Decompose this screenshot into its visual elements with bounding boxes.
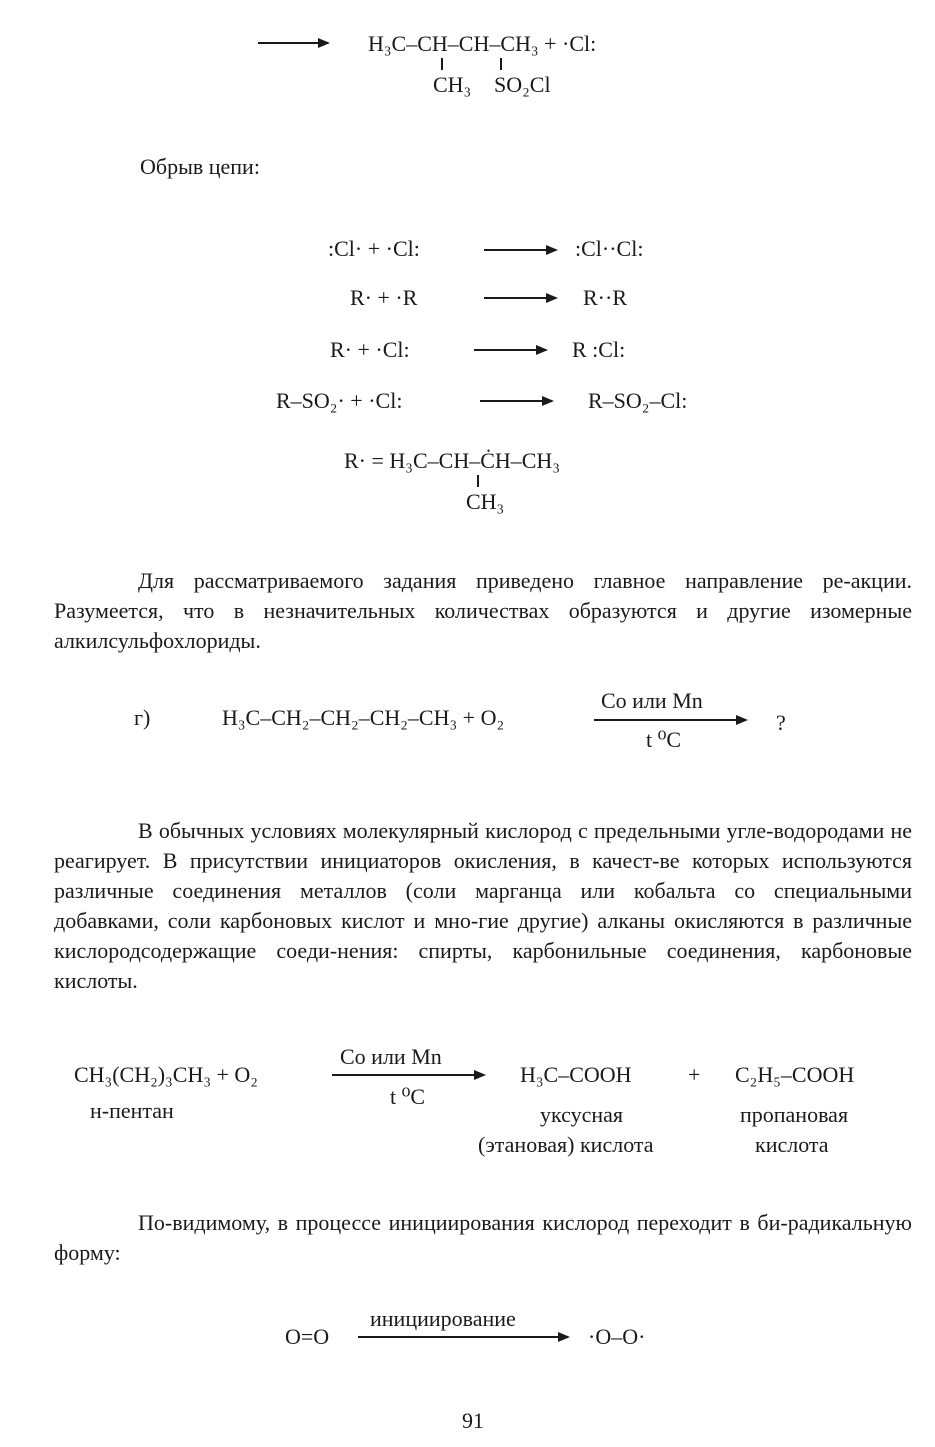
- radical-substituent: CH₃: [466, 489, 505, 514]
- reaction-g-label: г): [134, 705, 151, 730]
- reaction-g-condition: t ⁰C: [646, 727, 682, 752]
- initiation-left: O=O: [285, 1324, 330, 1349]
- bond-line: [500, 58, 502, 70]
- bond-line: [477, 475, 479, 487]
- paragraph-initiation: По-видимому, в процессе инициирования кислород переходит в би-радикальную форму:: [54, 1210, 912, 1265]
- termination-r2-right: R··R: [583, 285, 627, 310]
- termination-r3-left: R· + ·Cl:: [330, 337, 410, 362]
- product1-name-line2: (этановая) кислота: [478, 1132, 654, 1157]
- oxidation-product2: C₂H₅–COOH: [735, 1062, 855, 1087]
- termination-r1-right: :Cl··Cl:: [575, 236, 644, 261]
- reaction1-substituent-left: CH₃: [433, 72, 472, 97]
- oxidation-product1: H₃C–COOH: [520, 1062, 632, 1087]
- termination-r3-right: R :Cl:: [572, 337, 626, 362]
- arrow-reaction1: [258, 42, 328, 44]
- product1-name-line1: уксусная: [540, 1102, 624, 1127]
- reaction-g-catalyst: Co или Mn: [601, 688, 703, 713]
- product2-name-line2: кислота: [755, 1132, 829, 1157]
- reaction1-substituent-right: SO₂Cl: [494, 72, 551, 97]
- termination-r4-left: R–SO₂· + ·Cl:: [276, 388, 403, 413]
- arrow-r3: [474, 349, 546, 351]
- termination-r1-left: :Cl· + ·Cl:: [328, 236, 420, 261]
- arrow-r1: [484, 249, 556, 251]
- page-number: 91: [462, 1408, 484, 1433]
- oxidation-plus: +: [688, 1062, 701, 1087]
- radical-definition: R· = H₃C–CH–ĊH–CH₃: [344, 448, 560, 473]
- arrow-r4: [480, 400, 552, 402]
- oxidation-reactant-name: н-пентан: [90, 1098, 174, 1123]
- initiation-label: инициирование: [370, 1306, 516, 1331]
- reaction-g-product: ?: [776, 710, 786, 735]
- arrow-oxidation: [332, 1074, 484, 1076]
- reaction1-main: H₃C–CH–CH–CH₃ + ·Cl:: [368, 31, 597, 56]
- oxidation-reactants: CH₃(CH₂)₃CH₃ + O₂: [74, 1062, 258, 1087]
- oxidation-catalyst: Co или Mn: [340, 1044, 442, 1069]
- arrow-reaction-g: [594, 719, 746, 721]
- termination-heading: Обрыв цепи:: [140, 154, 260, 179]
- initiation-right: ·O–O·: [588, 1324, 646, 1349]
- oxidation-condition: t ⁰C: [390, 1084, 426, 1109]
- termination-r2-left: R· + ·R: [350, 285, 418, 310]
- reaction-g-reactants: H₃C–CH₂–CH₂–CH₂–CH₃ + O₂: [222, 705, 505, 730]
- bond-line: [441, 58, 443, 70]
- paragraph-oxidation: В обычных условиях молекулярный кислород с предельными угле-водородами не реагирует. В присутствии инициаторов окисления, в качест-ве которых используются различные соединения металлов (соли марганца или кобальта со специальными добавками, соли карбоновых кислот и мно-гие другие) алканы окисляются в различные кислородсодержащие соеди-нения: спирты, карбонильные соединения, карбоновые кислоты.: [54, 818, 912, 993]
- arrow-r2: [484, 297, 556, 299]
- product2-name-line1: пропановая: [740, 1102, 849, 1127]
- arrow-initiation: [358, 1336, 568, 1338]
- paragraph-main-direction: Для рассматриваемого задания приведено главное направление ре-акции. Разумеется, что в незначительных количествах образуются и другие изомерные алкилсульфохлориды.: [54, 568, 912, 653]
- termination-r4-right: R–SO₂–Cl:: [588, 388, 688, 413]
